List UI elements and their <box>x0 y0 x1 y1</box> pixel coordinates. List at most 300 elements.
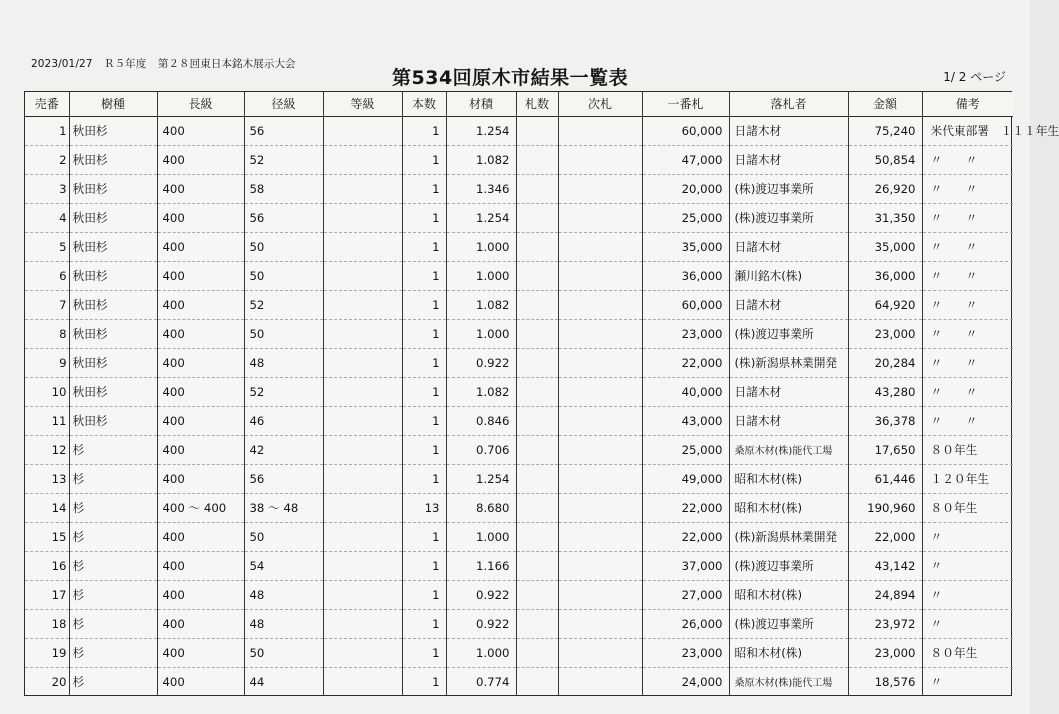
cell-winner: (株)新潟県林業開発 <box>729 348 848 377</box>
document-date: 2023/01/27 <box>31 58 93 70</box>
cell-sale-no: 19 <box>25 638 69 667</box>
cell-winner: 日諸木材 <box>729 232 848 261</box>
cell-remarks: 〃 <box>930 674 943 689</box>
table-row <box>25 319 1013 348</box>
cell-volume: 1.166 <box>446 551 516 580</box>
cell-amount: 75,240 <box>848 116 922 145</box>
cell-remarks: 〃 〃 <box>922 406 1013 435</box>
cell-amount: 20,284 <box>848 348 922 377</box>
cell-grade <box>323 261 402 290</box>
cell-grade <box>323 580 402 609</box>
cell-count: 1 <box>402 435 446 464</box>
cell-count: 1 <box>402 609 446 638</box>
cell-length: 400 ～ 400 <box>157 493 244 522</box>
cell-volume: 0.922 <box>446 348 516 377</box>
cell-length: 400 <box>157 522 244 551</box>
cell-amount: 36,000 <box>848 261 922 290</box>
cell-second-bid <box>558 464 642 493</box>
table-row <box>25 667 1013 696</box>
table-row <box>25 232 1013 261</box>
cell-volume: 0.922 <box>446 609 516 638</box>
cell-remarks: 〃 〃 <box>922 377 1013 406</box>
cell-diameter: 48 <box>244 609 323 638</box>
cell-bids <box>516 261 558 290</box>
cell-amount: 31,350 <box>848 203 922 232</box>
cell-species: 秋田杉 <box>69 348 157 377</box>
cell-grade <box>323 638 402 667</box>
column-header-second-bid: 次札 <box>558 92 642 116</box>
cell-second-bid <box>558 203 642 232</box>
table-row <box>25 551 1013 580</box>
cell-amount: 22,000 <box>848 522 922 551</box>
cell-second-bid <box>558 232 642 261</box>
event-name: 第２８回東日本銘木展示大会 <box>157 58 296 70</box>
cell-winner: 日諸木材 <box>729 406 848 435</box>
cell-amount: 61,446 <box>848 464 922 493</box>
cell-sale-no: 9 <box>25 348 69 377</box>
cell-second-bid <box>558 667 642 696</box>
cell-species: 杉 <box>69 667 157 696</box>
cell-diameter: 50 <box>244 522 323 551</box>
cell-diameter: 42 <box>244 435 323 464</box>
cell-diameter: 58 <box>244 174 323 203</box>
column-header-species: 樹種 <box>69 92 157 116</box>
cell-second-bid <box>558 174 642 203</box>
table-row <box>25 203 1013 232</box>
cell-count: 1 <box>402 116 446 145</box>
column-header-winner: 落札者 <box>729 92 848 116</box>
cell-count: 1 <box>402 319 446 348</box>
cell-amount: 23,972 <box>848 609 922 638</box>
cell-winner: 日諸木材 <box>729 377 848 406</box>
cell-volume: 1.082 <box>446 145 516 174</box>
cell-species: 秋田杉 <box>69 319 157 348</box>
cell-amount: 50,854 <box>848 145 922 174</box>
cell-grade <box>323 145 402 174</box>
cell-species: 杉 <box>69 609 157 638</box>
cell-count: 1 <box>402 203 446 232</box>
cell-second-bid <box>558 116 642 145</box>
cell-length: 400 <box>157 377 244 406</box>
cell-top-bid: 23,000 <box>642 319 729 348</box>
cell-length: 400 <box>157 145 244 174</box>
cell-winner: 桑原木材(株)能代工場 <box>729 667 848 696</box>
cell-remarks: 〃 <box>922 609 1013 638</box>
cell-second-bid <box>558 638 642 667</box>
cell-count: 1 <box>402 145 446 174</box>
cell-grade <box>323 377 402 406</box>
cell-sale-no: 3 <box>25 174 69 203</box>
cell-length: 400 <box>157 580 244 609</box>
cell-count: 1 <box>402 551 446 580</box>
column-header-grade: 等級 <box>323 92 402 116</box>
cell-grade <box>323 203 402 232</box>
cell-grade <box>323 464 402 493</box>
document-meta-line <box>31 56 304 71</box>
cell-species: 秋田杉 <box>69 290 157 319</box>
cell-bids <box>516 319 558 348</box>
cell-remarks: 〃 〃 <box>922 145 1013 174</box>
cell-grade <box>323 435 402 464</box>
cell-second-bid <box>558 551 642 580</box>
results-table-frame <box>24 91 1059 696</box>
cell-amount: 36,378 <box>848 406 922 435</box>
cell-volume: 1.000 <box>446 319 516 348</box>
cell-grade <box>323 609 402 638</box>
cell-grade <box>323 551 402 580</box>
cell-diameter: 52 <box>244 377 323 406</box>
cell-sale-no: 13 <box>25 464 69 493</box>
cell-remarks: ８０年生 <box>922 435 1013 464</box>
cell-grade <box>323 348 402 377</box>
cell-diameter: 50 <box>244 261 323 290</box>
cell-second-bid <box>558 406 642 435</box>
cell-top-bid: 23,000 <box>642 638 729 667</box>
cell-grade <box>323 290 402 319</box>
cell-diameter: 44 <box>244 667 323 696</box>
table-row <box>25 406 1013 435</box>
cell-sale-no: 2 <box>25 145 69 174</box>
table-row <box>25 145 1013 174</box>
cell-second-bid <box>558 261 642 290</box>
cell-bids <box>516 174 558 203</box>
cell-diameter: 50 <box>244 638 323 667</box>
cell-species: 秋田杉 <box>69 377 157 406</box>
cell-winner: 昭和木材(株) <box>729 580 848 609</box>
cell-bids <box>516 232 558 261</box>
cell-species: 杉 <box>69 580 157 609</box>
column-header-amount: 金額 <box>848 92 922 116</box>
fiscal-year: Ｒ５年度 <box>103 58 147 70</box>
cell-volume: 1.254 <box>446 203 516 232</box>
cell-species: 秋田杉 <box>69 145 157 174</box>
cell-remarks: ８０年生 <box>922 638 1013 667</box>
cell-winner: (株)渡辺事業所 <box>729 174 848 203</box>
cell-species: 秋田杉 <box>69 232 157 261</box>
cell-bids <box>516 464 558 493</box>
cell-count: 1 <box>402 174 446 203</box>
cell-remarks: 〃 〃 <box>922 232 1013 261</box>
cell-winner: 桑原木材(株)能代工場 <box>729 435 848 464</box>
cell-sale-no: 4 <box>25 203 69 232</box>
cell-amount: 23,000 <box>848 638 922 667</box>
cell-species: 秋田杉 <box>69 174 157 203</box>
cell-top-bid: 60,000 <box>642 116 729 145</box>
cell-volume: 1.000 <box>446 232 516 261</box>
cell-species: 秋田杉 <box>69 116 157 145</box>
cell-count: 1 <box>402 290 446 319</box>
cell-winner: 昭和木材(株) <box>729 638 848 667</box>
cell-count: 1 <box>402 232 446 261</box>
cell-second-bid <box>558 290 642 319</box>
cell-top-bid: 40,000 <box>642 377 729 406</box>
cell-top-bid: 27,000 <box>642 580 729 609</box>
cell-remarks: 〃 〃 <box>922 319 1013 348</box>
cell-top-bid: 47,000 <box>642 145 729 174</box>
cell-top-bid: 35,000 <box>642 232 729 261</box>
cell-species: 秋田杉 <box>69 261 157 290</box>
cell-diameter: 56 <box>244 203 323 232</box>
cell-second-bid <box>558 609 642 638</box>
cell-remarks: 〃 〃 <box>922 174 1013 203</box>
cell-grade <box>323 493 402 522</box>
table-row <box>25 638 1013 667</box>
cell-remarks: 〃 <box>922 551 1013 580</box>
cell-count: 1 <box>402 348 446 377</box>
column-header-sale-no: 売番 <box>25 92 69 116</box>
cell-second-bid <box>558 377 642 406</box>
cell-species: 杉 <box>69 522 157 551</box>
cell-amount: 43,142 <box>848 551 922 580</box>
cell-count: 1 <box>402 667 446 696</box>
cell-sale-no: 14 <box>25 493 69 522</box>
cell-count: 1 <box>402 522 446 551</box>
cell-species: 秋田杉 <box>69 203 157 232</box>
cell-diameter: 56 <box>244 116 323 145</box>
cell-length: 400 <box>157 464 244 493</box>
cell-count: 1 <box>402 464 446 493</box>
cell-grade <box>323 667 402 696</box>
cell-sale-no: 1 <box>25 116 69 145</box>
cell-grade <box>323 232 402 261</box>
cell-second-bid <box>558 435 642 464</box>
cell-diameter: 50 <box>244 319 323 348</box>
cell-length: 400 <box>157 261 244 290</box>
cell-remarks: 〃 <box>922 522 1013 551</box>
cell-bids <box>516 609 558 638</box>
cell-length: 400 <box>157 551 244 580</box>
cell-top-bid: 26,000 <box>642 609 729 638</box>
table-row <box>25 261 1013 290</box>
table-row <box>25 464 1013 493</box>
table-row <box>25 377 1013 406</box>
cell-remarks: １２０年生 <box>922 464 1013 493</box>
page-indicator: 1/ 2 ページ <box>943 70 1006 84</box>
table-row <box>25 435 1013 464</box>
cell-winner: 日諸木材 <box>729 116 848 145</box>
cell-count: 1 <box>402 580 446 609</box>
table-row <box>25 174 1013 203</box>
column-header-count: 本数 <box>402 92 446 116</box>
cell-top-bid: 22,000 <box>642 493 729 522</box>
cell-volume: 1.254 <box>446 116 516 145</box>
cell-top-bid: 36,000 <box>642 261 729 290</box>
cell-remarks: 〃 〃 <box>922 348 1013 377</box>
cell-sale-no: 18 <box>25 609 69 638</box>
cell-top-bid: 25,000 <box>642 203 729 232</box>
cell-winner: 昭和木材(株) <box>729 493 848 522</box>
cell-species: 秋田杉 <box>69 406 157 435</box>
cell-amount: 190,960 <box>848 493 922 522</box>
cell-amount: 24,894 <box>848 580 922 609</box>
cell-length: 400 <box>157 319 244 348</box>
cell-diameter: 38 ～ 48 <box>244 493 323 522</box>
cell-amount: 18,576 <box>848 667 922 696</box>
cell-top-bid: 25,000 <box>642 435 729 464</box>
cell-sale-no: 11 <box>25 406 69 435</box>
cell-length: 400 <box>157 667 244 696</box>
cell-grade <box>323 406 402 435</box>
cell-sale-no: 6 <box>25 261 69 290</box>
cell-length: 400 <box>157 348 244 377</box>
cell-count: 1 <box>402 377 446 406</box>
cell-count: 1 <box>402 261 446 290</box>
cell-length: 400 <box>157 174 244 203</box>
cell-diameter: 56 <box>244 464 323 493</box>
cell-volume: 1.082 <box>446 290 516 319</box>
cell-species: 杉 <box>69 638 157 667</box>
cell-bids <box>516 638 558 667</box>
cell-diameter: 52 <box>244 145 323 174</box>
cell-bids <box>516 203 558 232</box>
auction-results-table <box>25 92 1059 696</box>
cell-length: 400 <box>157 609 244 638</box>
cell-length: 400 <box>157 232 244 261</box>
cell-volume: 0.706 <box>446 435 516 464</box>
cell-winner: (株)渡辺事業所 <box>729 609 848 638</box>
cell-bids <box>516 145 558 174</box>
column-header-remarks: 備考 <box>922 92 1013 116</box>
cell-amount: 26,920 <box>848 174 922 203</box>
cell-bids <box>516 522 558 551</box>
column-header-bids: 札数 <box>516 92 558 116</box>
cell-amount: 64,920 <box>848 290 922 319</box>
cell-length: 400 <box>157 435 244 464</box>
cell-length: 400 <box>157 406 244 435</box>
cell-second-bid <box>558 522 642 551</box>
cell-species: 杉 <box>69 464 157 493</box>
cell-amount: 23,000 <box>848 319 922 348</box>
cell-volume: 1.000 <box>446 522 516 551</box>
table-row <box>25 116 1013 145</box>
cell-diameter: 48 <box>244 348 323 377</box>
cell-diameter: 46 <box>244 406 323 435</box>
cell-amount: 43,280 <box>848 377 922 406</box>
cell-remarks: 〃 <box>922 580 1013 609</box>
cell-bids <box>516 551 558 580</box>
cell-bids <box>516 493 558 522</box>
cell-sale-no: 15 <box>25 522 69 551</box>
cell-remarks: 〃 〃 <box>922 203 1013 232</box>
cell-grade <box>323 174 402 203</box>
cell-top-bid: 22,000 <box>642 522 729 551</box>
cell-second-bid <box>558 319 642 348</box>
cell-winner: 瀬川銘木(株) <box>729 261 848 290</box>
column-header-volume: 材積 <box>446 92 516 116</box>
cell-winner: (株)渡辺事業所 <box>729 551 848 580</box>
cell-sale-no: 10 <box>25 377 69 406</box>
cell-remarks: 〃 〃 <box>922 261 1013 290</box>
cell-bids <box>516 667 558 696</box>
page-title: 第534回原木市結果一覧表 <box>392 67 629 89</box>
cell-second-bid <box>558 580 642 609</box>
cell-second-bid <box>558 493 642 522</box>
cell-length: 400 <box>157 203 244 232</box>
cell-bids <box>516 348 558 377</box>
cell-length: 400 <box>157 638 244 667</box>
cell-bids <box>516 435 558 464</box>
cell-second-bid <box>558 145 642 174</box>
cell-top-bid: 24,000 <box>642 667 729 696</box>
cell-sale-no: 12 <box>25 435 69 464</box>
cell-sale-no: 17 <box>25 580 69 609</box>
cell-bids <box>516 406 558 435</box>
cell-winner: (株)渡辺事業所 <box>729 319 848 348</box>
cell-remarks: 〃 〃 <box>922 290 1013 319</box>
cell-count: 1 <box>402 406 446 435</box>
cell-bids <box>516 377 558 406</box>
table-row <box>25 493 1013 522</box>
cell-bids <box>516 116 558 145</box>
table-body <box>25 116 1059 696</box>
cell-count: 1 <box>402 638 446 667</box>
cell-diameter: 52 <box>244 290 323 319</box>
cell-volume: 1.346 <box>446 174 516 203</box>
cell-winner: 日諸木材 <box>729 145 848 174</box>
cell-remarks: 米代東部署 １１１年生 <box>922 116 1013 145</box>
cell-species: 杉 <box>69 493 157 522</box>
cell-volume: 0.846 <box>446 406 516 435</box>
column-header-top-bid: 一番札 <box>642 92 729 116</box>
cell-top-bid: 20,000 <box>642 174 729 203</box>
cell-volume: 0.774 <box>446 667 516 696</box>
column-header-length: 長級 <box>157 92 244 116</box>
cell-length: 400 <box>157 116 244 145</box>
cell-winner: 日諸木材 <box>729 290 848 319</box>
cell-species: 杉 <box>69 435 157 464</box>
cell-length: 400 <box>157 290 244 319</box>
table-row <box>25 522 1013 551</box>
cell-volume: 1.000 <box>446 638 516 667</box>
cell-amount: 17,650 <box>848 435 922 464</box>
cell-volume: 1.254 <box>446 464 516 493</box>
cell-grade <box>323 116 402 145</box>
cell-diameter: 50 <box>244 232 323 261</box>
table-row <box>25 348 1013 377</box>
cell-top-bid: 37,000 <box>642 551 729 580</box>
cell-count: 13 <box>402 493 446 522</box>
table-row <box>25 290 1013 319</box>
cell-top-bid: 49,000 <box>642 464 729 493</box>
cell-remarks: ８０年生 <box>922 493 1013 522</box>
cell-sale-no: 16 <box>25 551 69 580</box>
cell-volume: 1.082 <box>446 377 516 406</box>
cell-sale-no: 20 <box>25 667 69 696</box>
cell-bids <box>516 290 558 319</box>
cell-species: 杉 <box>69 551 157 580</box>
cell-diameter: 48 <box>244 580 323 609</box>
cell-bids <box>516 580 558 609</box>
cell-sale-no: 8 <box>25 319 69 348</box>
column-header-diameter: 径級 <box>244 92 323 116</box>
cell-volume: 8.680 <box>446 493 516 522</box>
table-header-row <box>25 92 1013 116</box>
cell-diameter: 54 <box>244 551 323 580</box>
table-row <box>25 609 1013 638</box>
cell-sale-no: 5 <box>25 232 69 261</box>
cell-winner: (株)渡辺事業所 <box>729 203 848 232</box>
cell-grade <box>323 319 402 348</box>
cell-second-bid <box>558 348 642 377</box>
cell-top-bid: 43,000 <box>642 406 729 435</box>
cell-volume: 1.000 <box>446 261 516 290</box>
cell-amount: 35,000 <box>848 232 922 261</box>
cell-volume: 0.922 <box>446 580 516 609</box>
cell-top-bid: 60,000 <box>642 290 729 319</box>
cell-sale-no: 7 <box>25 290 69 319</box>
cell-winner: 昭和木材(株) <box>729 464 848 493</box>
table-row <box>25 580 1013 609</box>
